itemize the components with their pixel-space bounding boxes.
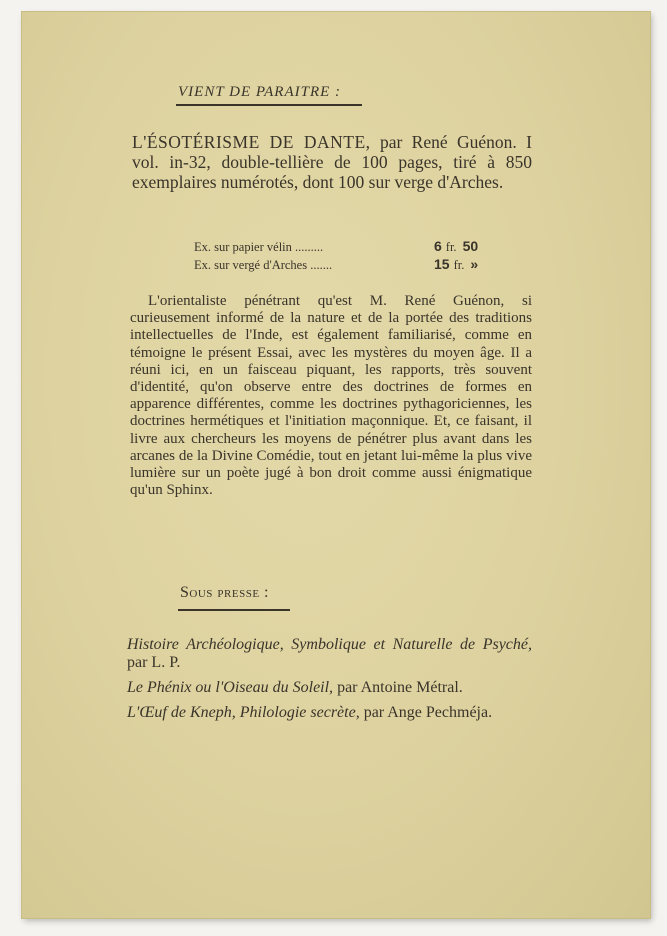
price-list	[194, 238, 514, 274]
book-title: L'ÉSOTÉRISME DE DANTE,	[132, 132, 371, 152]
price-label: Ex. sur papier vélin .........	[194, 240, 324, 254]
forthcoming-author: par Antoine Métral.	[337, 679, 463, 696]
description-paragraph: L'orientaliste pénétrant qu'est M. René Guénon, si curieusement informé de la nature et de la portée des traditions intellectuelles de l'Inde, est également familiarisé, comme en témoigne le présent Essai, avec les mystères du moyen âge. Il a réuni ici, en un faisceau piquant, les rapports, très souvent d'identité, qu'on observe entre des doctrines de formes en apparence différentes, comme les doctrines pythagoriciennes, les doctrines hermétiques et l'initiation maçonnique. Et, ce faisant, il livre aux chercheurs les moyens de pénétrer plus avant dans les arcanes de la Divine Comédie, tout en jetant lui-même la plus vive lumière sur un poète jugé à bon droit comme aussi énigmatique qu'un Sphinx.	[130, 293, 532, 499]
forthcoming-author: par L. P.	[127, 654, 181, 671]
list-item	[127, 704, 532, 722]
book-details: par René Guénon. I vol. in-32, double-tellière de 100 pages, tiré à 850 exemplaires numérotés, dont 100 sur verge d'Arches.	[132, 132, 533, 192]
price-cents: 50	[462, 238, 479, 254]
forthcoming-title: Le Phénix ou l'Oiseau du Soleil,	[127, 679, 334, 696]
price-amount: 6	[434, 238, 442, 254]
presse-heading: Sous presse :	[180, 584, 269, 601]
price-cents: »	[470, 256, 479, 272]
announce-heading: VIENT DE PARAITRE :	[178, 84, 342, 100]
list-item	[127, 679, 532, 697]
book-entry	[132, 132, 532, 192]
price-amount: 15	[434, 256, 450, 272]
printed-sheet	[22, 12, 650, 918]
list-item	[127, 636, 532, 672]
forthcoming-list	[127, 636, 532, 729]
price-row	[194, 238, 514, 256]
forthcoming-title: Histoire Archéologique, Symbolique et Naturelle de Psyché,	[127, 636, 532, 653]
forthcoming-title: L'Œuf de Kneph, Philologie secrète,	[127, 704, 360, 721]
price-label: Ex. sur vergé d'Arches .......	[194, 258, 333, 272]
price-unit: fr.	[453, 258, 465, 272]
forthcoming-author: par Ange Pechméja.	[363, 704, 493, 721]
announce-underline	[176, 104, 362, 106]
price-row	[194, 256, 514, 274]
price-unit: fr.	[445, 240, 457, 254]
presse-underline	[178, 609, 290, 611]
